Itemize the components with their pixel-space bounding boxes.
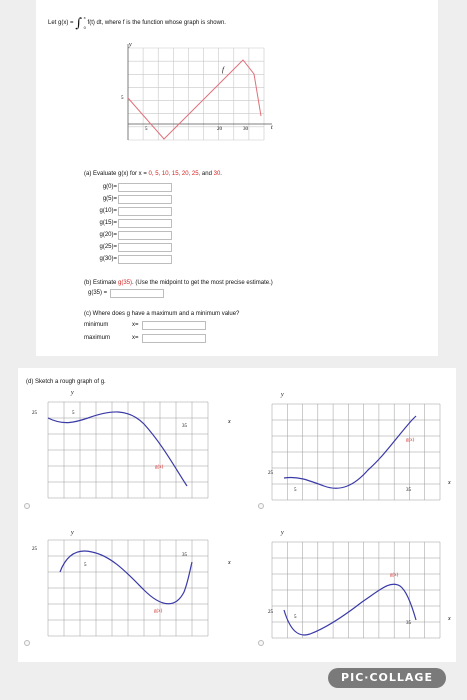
option-d-g-label: g(x)	[390, 573, 399, 578]
option-b-tick-35: 35	[406, 488, 411, 493]
part-a-prompt: (a) Evaluate g(x) for x = 0, 5, 10, 15, 20, 25, and 30.	[84, 171, 222, 177]
option-c-radio[interactable]	[24, 640, 30, 646]
part-a-input[interactable]	[118, 183, 172, 192]
option-b-tick-5: 5	[294, 488, 297, 493]
option-a-tick-25: 25	[32, 411, 37, 416]
option-d-radio[interactable]	[258, 640, 264, 646]
option-a-radio[interactable]	[24, 503, 30, 509]
option-d-x-label: x	[448, 616, 451, 622]
part-a-row	[84, 194, 172, 204]
part-a-row	[84, 218, 172, 228]
option-b-tick-25: 25	[268, 471, 273, 476]
part-a-label: g(15)=	[99, 220, 117, 226]
lower-limit: 0	[83, 25, 86, 30]
f-tick-5-y: 5	[121, 96, 124, 101]
maximum-row: maximum x=	[84, 333, 206, 343]
option-a-curve	[48, 412, 187, 486]
part-a-input[interactable]	[118, 231, 172, 240]
option-c-y-label: y	[71, 530, 74, 536]
part-a-input[interactable]	[118, 243, 172, 252]
part-a-input[interactable]	[118, 219, 172, 228]
part-a-row	[84, 230, 172, 240]
part-a-label: g(30)=	[99, 256, 117, 262]
question-panel	[36, 0, 438, 356]
f-graph-grid	[128, 44, 272, 140]
part-a-label: g(10)=	[99, 208, 117, 214]
minimum-input[interactable]	[142, 321, 206, 330]
f-tick-20: 20	[217, 127, 222, 132]
problem-statement: Let g(x) = ∫ $^x_0$ f(t) dt, where f is the function whose graph is shown.	[48, 15, 226, 31]
option-c-x-label: x	[228, 560, 231, 566]
part-a-row	[84, 254, 172, 264]
integral-sign: ∫	[75, 16, 82, 31]
option-d-tick-35: 35	[406, 621, 411, 626]
part-a-label: g(0)=	[102, 184, 117, 190]
option-a-g-label: g(x)	[155, 465, 164, 470]
part-a-label: g(25)=	[99, 244, 117, 250]
part-a-row	[84, 242, 172, 252]
option-b-y-label: y	[281, 392, 284, 398]
sketch-option-a[interactable]	[32, 386, 252, 516]
part-b-prompt: (b) Estimate g(35). (Use the midpoint to get the most precise estimate.)	[84, 280, 273, 286]
f-tick-30: 30	[243, 127, 248, 132]
option-c-tick-5: 5	[84, 563, 87, 568]
part-b-row: g(35) =	[88, 288, 164, 298]
g35-input[interactable]	[110, 289, 164, 298]
part-a-label: g(5)=	[102, 196, 117, 202]
pic-collage-watermark: PIC·COLLAGE	[328, 668, 446, 688]
option-a-y-label: y	[71, 390, 74, 396]
f-t-label: t	[271, 125, 273, 131]
option-d-tick-5: 5	[294, 615, 297, 620]
option-a-grid	[48, 402, 208, 498]
option-b-g-label: g(x)	[406, 438, 415, 443]
option-d-grid	[272, 542, 440, 638]
f-graph	[116, 36, 278, 154]
f-tick-5-x: 5	[145, 127, 148, 132]
minimum-row: minimum x=	[84, 320, 206, 330]
option-b-radio[interactable]	[258, 503, 264, 509]
f-y-label: y	[129, 42, 132, 48]
part-a-input[interactable]	[118, 195, 172, 204]
option-b-x-label: x	[448, 480, 451, 486]
option-d-curve	[284, 584, 416, 635]
sketch-option-b[interactable]	[264, 386, 456, 516]
maximum-input[interactable]	[142, 334, 206, 343]
sketch-option-d[interactable]	[264, 526, 456, 654]
option-c-tick-25: 25	[32, 547, 37, 552]
sketch-options-panel	[18, 368, 456, 662]
option-d-y-label: y	[281, 530, 284, 536]
option-a-tick-35: 35	[182, 424, 187, 429]
option-b-grid	[272, 404, 440, 500]
part-a-row	[84, 182, 172, 192]
option-a-tick-5: 5	[72, 411, 75, 416]
sketch-option-c[interactable]	[32, 526, 252, 654]
part-a-label: g(20)=	[99, 232, 117, 238]
f-curve-label: f	[222, 66, 224, 74]
part-a-input[interactable]	[118, 255, 172, 264]
upper-limit: x	[83, 15, 86, 20]
part-c-prompt: (c) Where does g have a maximum and a minimum value?	[84, 311, 240, 317]
part-a-row	[84, 206, 172, 216]
option-c-tick-35: 35	[182, 553, 187, 558]
option-a-x-label: x	[228, 419, 231, 425]
part-a-input[interactable]	[118, 207, 172, 216]
option-c-g-label: g(x)	[154, 609, 163, 614]
part-d-prompt: (d) Sketch a rough graph of g.	[26, 379, 106, 385]
option-d-tick-25: 25	[268, 610, 273, 615]
